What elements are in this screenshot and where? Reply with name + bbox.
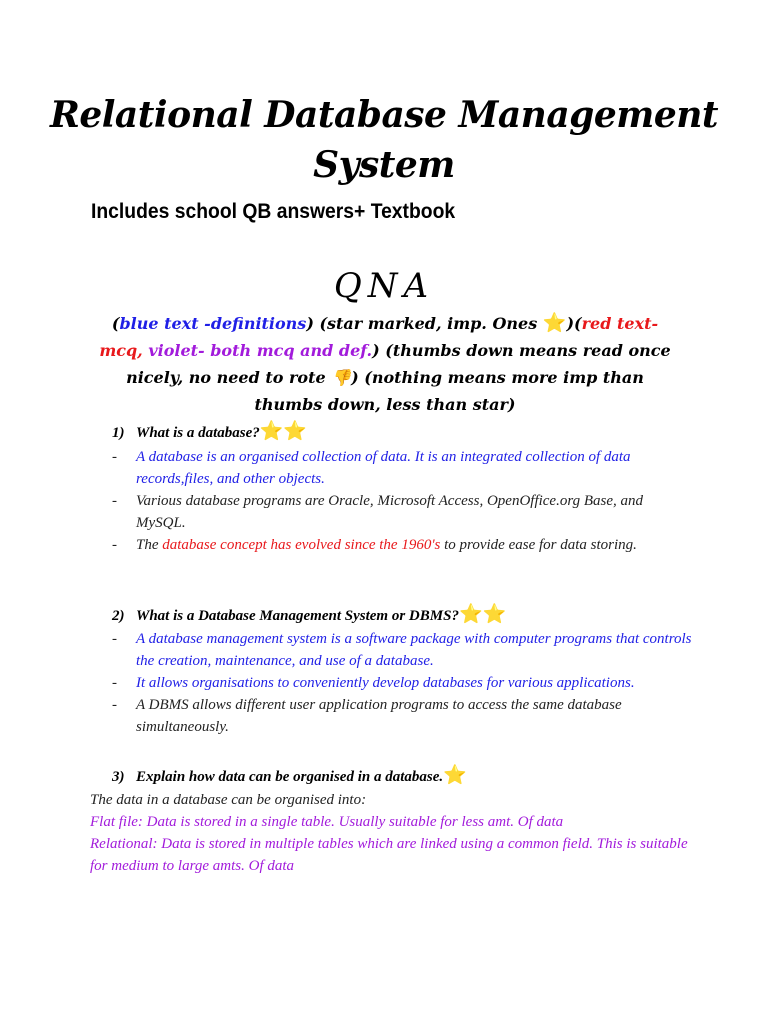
legend-violet-text: violet- both mcq and def. — [148, 341, 373, 360]
list-item: - The database concept has evolved since the 1960's to provide ease for data storing. — [112, 537, 637, 553]
legend-text: ) (thumbs down means read once nicely, no need to rote — [126, 341, 671, 387]
question-1-answers — [112, 446, 692, 556]
flat-file-definition: Flat file: Data is stored in a single table. Usually suitable for less amt. Of data — [90, 814, 564, 830]
legend-text: , — [137, 341, 143, 360]
star-icon: ⭐⭐ — [259, 421, 308, 442]
star-icon: ⭐ — [542, 312, 567, 334]
question-text: What is a database? — [136, 425, 260, 441]
question-text: Explain how data can be organised in a database. — [136, 769, 444, 785]
thumbs-down-icon: 👎 — [331, 368, 352, 387]
answer-text: A database management system is a software package with computer programs that controls the creation, maintenance, and use of a database. — [136, 631, 692, 669]
legend-text: ) (star marked, imp. Ones — [306, 314, 543, 333]
color-legend — [90, 310, 680, 418]
answer-text: to provide ease for data storing. — [440, 537, 637, 553]
list-item: - A database is an organised collection of data. It is an integrated collection of data records,files, and other objects. — [112, 449, 631, 487]
question-number: 3) — [112, 769, 125, 785]
list-item: - A DBMS allows different user application programs to access the same database simultaneously. — [112, 697, 622, 735]
answer-text: The — [136, 537, 163, 553]
page-title: Relational Database Management System — [49, 94, 719, 186]
answer-text: Various database programs are Oracle, Microsoft Access, OpenOffice.org Base, and MySQL. — [136, 493, 644, 531]
question-text: What is a Database Management System or DBMS? — [136, 608, 459, 624]
legend-blue-text: blue text -definitions — [119, 314, 307, 333]
answer-text: A DBMS allows different user application programs to access the same database simultaneously. — [136, 697, 622, 735]
relational-definition: Relational: Data is stored in multiple tables which are linked using a common field. This is suitable for medium to large amts. Of data — [90, 836, 688, 874]
list-item: - Various database programs are Oracle, Microsoft Access, OpenOffice.org Base, and MySQL. — [112, 493, 644, 531]
legend-text: ( — [111, 314, 120, 333]
question-2-answers — [112, 628, 692, 738]
subtitle: Includes school QB answers+ Textbook — [91, 200, 456, 223]
star-icon: ⭐⭐ — [458, 604, 507, 625]
answer-text: A database is an organised collection of data. It is an integrated collection of data records,files, and other objects. — [136, 449, 631, 487]
question-1-heading — [112, 421, 307, 444]
legend-text: )( — [566, 314, 582, 333]
question-3-heading — [112, 765, 467, 788]
list-item: - It allows organisations to conveniently develop databases for various applications. — [112, 675, 635, 691]
organisation-intro: The data in a database can be organised into: — [90, 792, 367, 808]
answer-red-text: database concept has evolved since the 1960's — [162, 537, 441, 553]
question-number: 2) — [112, 608, 125, 624]
legend-red-text: red text- mcq — [99, 314, 659, 360]
question-2-heading — [112, 604, 506, 627]
legend-text: ) (nothing means more imp than thumbs down, less than star) — [254, 368, 644, 414]
star-icon: ⭐ — [443, 765, 467, 786]
question-number: 1) — [112, 425, 125, 441]
list-item: - A database management system is a software package with computer programs that controls the creation, maintenance, and use of a database. — [112, 631, 692, 669]
qna-heading: QNA — [333, 266, 435, 306]
answer-text: It allows organisations to conveniently develop databases for various applications. — [136, 675, 635, 691]
